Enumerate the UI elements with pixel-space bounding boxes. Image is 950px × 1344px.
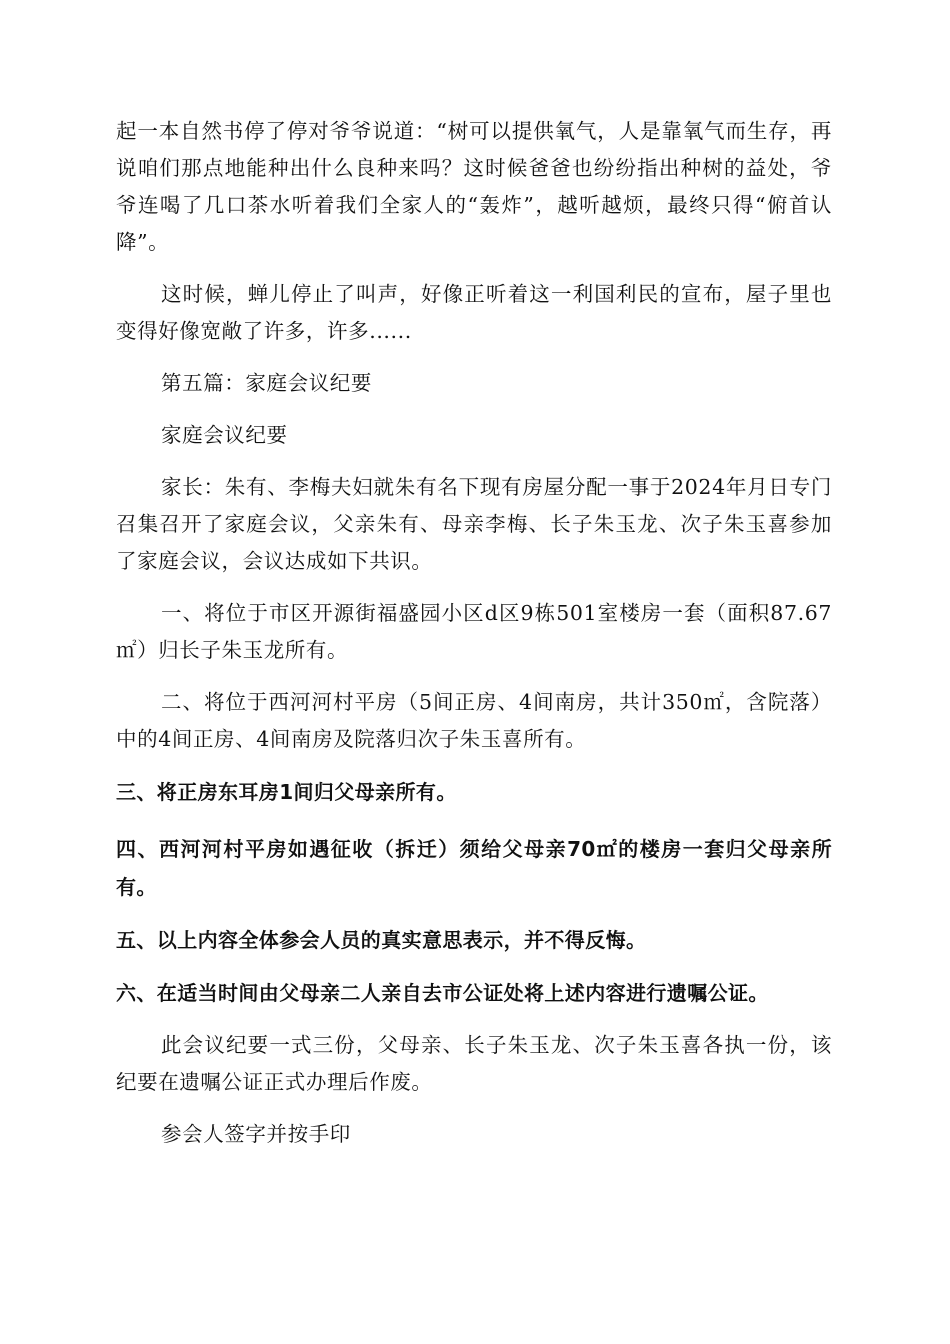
paragraph-family-debate-continuation: 起一本自然书停了停对爷爷说道：“树可以提供氧气，人是靠氧气而生存，再说咱们那点地能种出什么良种来吗？这时候爸爸也纷纷指出种树的益处，爷爷连喝了几口茶水听着我们全家人的“轰炸”，越听越烦，最终只得“俯首认降”。 — [116, 119, 832, 254]
paragraph-meeting-intro: 家长：朱有、李梅夫妇就朱有名下现有房屋分配一事于2024年月日专门召集召开了家庭会议，父亲朱有、母亲李梅、长子朱玉龙、次子朱玉喜参加了家庭会议，会议达成如下共识。 — [116, 475, 832, 573]
paragraph-cicada-ending: 这时候，蝉儿停止了叫声，好像正听着这一利国利民的宣布，屋子里也变得好像宽敞了许多，许多...... — [116, 282, 832, 343]
document-title: 家庭会议纪要 — [161, 423, 288, 447]
section-heading-fifth-article: 第五篇：家庭会议纪要 — [161, 371, 372, 395]
agreement-item-5: 五、以上内容全体参会人员的真实意思表示，并不得反悔。 — [116, 928, 647, 952]
paragraph-copies-note: 此会议纪要一式三份，父母亲、长子朱玉龙、次子朱玉喜各执一份，该纪要在遗嘱公证正式办理后作废。 — [116, 1033, 832, 1094]
signature-line: 参会人签字并按手印 — [161, 1122, 351, 1146]
document-body — [116, 113, 832, 1153]
agreement-item-6: 六、在适当时间由父母亲二人亲自去市公证处将上述内容进行遗嘱公证。 — [116, 981, 769, 1005]
agreement-item-4: 四、西河河村平房如遇征收（拆迁）须给父母亲70㎡的楼房一套归父母亲所有。 — [116, 837, 832, 899]
agreement-item-2: 二、将位于西河河村平房（5间正房、4间南房，共计350㎡，含院落）中的4间正房、4间南房及院落归次子朱玉喜所有。 — [116, 690, 832, 751]
agreement-item-3: 三、将正房东耳房1间归父母亲所有。 — [116, 780, 457, 804]
agreement-item-1: 一、将位于市区开源街福盛园小区d区9栋501室楼房一套（面积87.67㎡）归长子朱玉龙所有。 — [116, 601, 832, 662]
